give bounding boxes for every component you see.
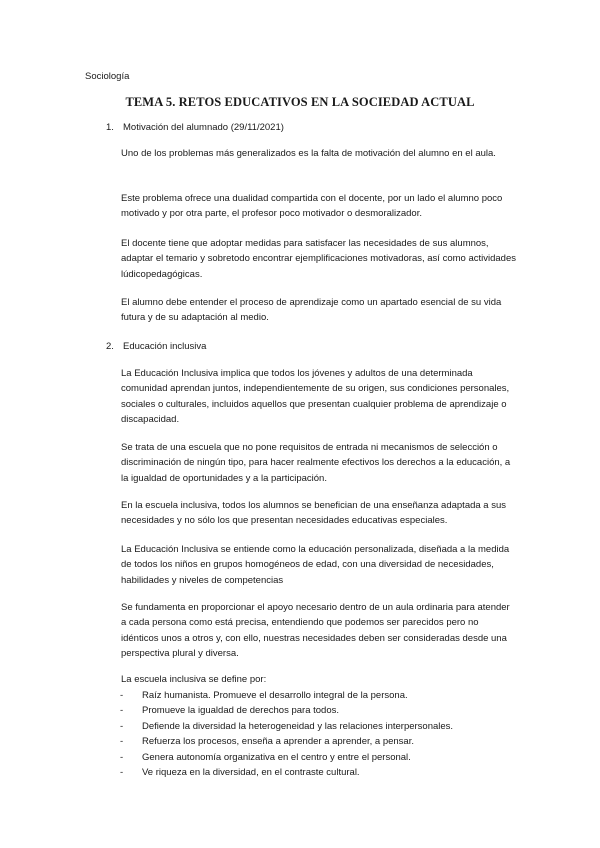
list-item-text: Raíz humanista. Promueve el desarrollo integral de la persona.: [142, 690, 408, 701]
paragraph: Este problema ofrece una dualidad compartida con el docente, por un lado el alumno poco motivado y por otra parte, el profesor poco motivador o desmoralizador.: [121, 193, 503, 220]
document-title: TEMA 5. RETOS EDUCATIVOS EN LA SOCIEDAD ACTUAL: [125, 95, 475, 109]
list-item-text: Promueve la igualdad de derechos para todos.: [142, 705, 339, 717]
list-item-text: Genera autonomía organizativa en el centro y entre el personal.: [142, 751, 411, 763]
paragraph: El alumno debe entender el proceso de aprendizaje como un apartado esencial de su vida futura y de su adaptación al medio.: [121, 297, 502, 324]
paragraph: La Educación Inclusiva implica que todos los jóvenes y adultos de una determinada comunidad aprendan juntos, independientemente de su origen, sus condiciones personales, sociales o culturales, incluidos aquellos que presentan cualquier problema de aprendizaje o discapacidad.: [121, 368, 510, 426]
list-intro: La escuela inclusiva se define por:: [121, 674, 267, 685]
list-marker: -: [120, 705, 124, 717]
paragraph: Se fundamenta en proporcionar el apoyo necesario dentro de un aula ordinaria para atender a cada persona como está precisa, entendiendo que podemos ser parecidos pero no idénticos unos a otros y, con ello, nuestras necesidades deben ser consideradas desde una perspectiva plural y diversa.: [121, 602, 510, 660]
list-item-text: Refuerza los procesos, enseña a aprender a aprender, a pensar.: [142, 736, 414, 748]
list-marker: -: [120, 690, 124, 701]
section-2-number: 2.: [106, 341, 114, 352]
paragraph: Uno de los problemas más generalizados es la falta de motivación del alumno en el aula.: [121, 148, 496, 159]
section-1-title: Motivación del alumnado (29/11/2021): [123, 122, 284, 133]
subject-header: Sociología: [85, 71, 130, 82]
list-marker: -: [120, 720, 124, 732]
list-item-text: Ve riqueza en la diversidad, en el contraste cultural.: [142, 766, 360, 778]
paragraph: En la escuela inclusiva, todos los alumnos se benefician de una enseñanza adaptada a sus necesidades y no sólo los que presentan necesidades educativas especiales.: [121, 500, 507, 527]
list-marker: -: [120, 736, 124, 748]
list-item-text: Defiende la diversidad la heterogeneidad y las relaciones interpersonales.: [142, 720, 454, 732]
section-1-number: 1.: [106, 122, 114, 133]
list-marker: -: [120, 766, 124, 778]
list-marker: -: [120, 751, 124, 763]
paragraph: La Educación Inclusiva se entiende como la educación personalizada, diseñada a la medida de todos los niños en grupos homogéneos de edad, con una diversidad de necesidades, habilidades y niveles de competencias: [121, 544, 510, 586]
section-2-title: Educación inclusiva: [123, 341, 207, 352]
paragraph: Se trata de una escuela que no pone requisitos de entrada ni mecanismos de selección o discriminación de ningún tipo, para hacer realmente efectivos los derechos a la educación, a la igualdad de oportunidades y a la participación.: [121, 442, 511, 484]
paragraph: El docente tiene que adoptar medidas para satisfacer las necesidades de sus alumnos, adaptar el temario y sobretodo encontrar ejemplificaciones motivadoras, así como actividades lúdicopedagógicas.: [121, 238, 516, 280]
